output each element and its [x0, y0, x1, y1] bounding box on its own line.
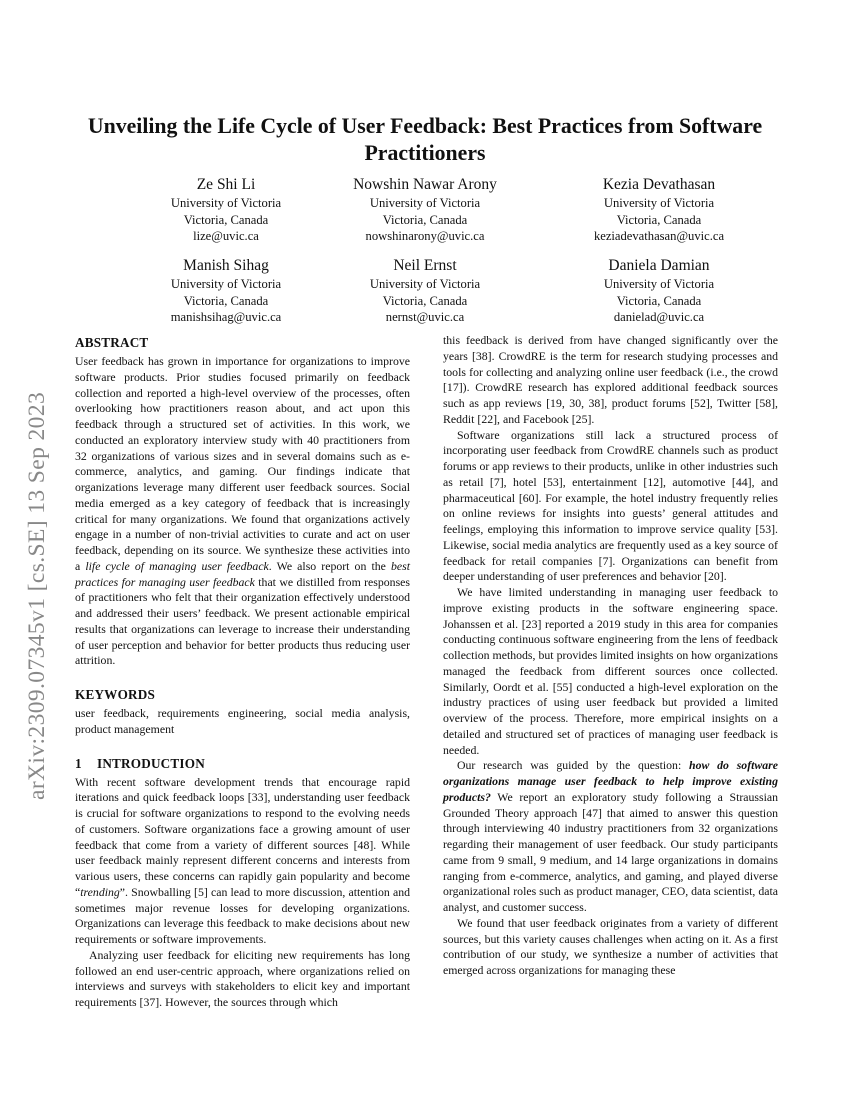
paper-title: Unveiling the Life Cycle of User Feedback: Best Practices from Software Practitioners: [87, 114, 763, 165]
introduction-heading: 1 INTRODUCTION: [75, 755, 205, 771]
author-name: Neil Ernst: [393, 257, 457, 274]
author-university: University of Victoria: [603, 196, 715, 210]
abstract-text: User feedback has grown in importance for organizations to improve software products. Prior studies focused primarily on feedback collection and reported a high-level overview of the processes, often overlooking how practitioners reason about, and act upon this feedback through a structured set of activities. In this work, we conducted an exploratory interview study with 40 practitioners from 32 organizations of various sizes and in several domains such as e-commerce, analytics, and gaming. Our findings indicate that organizations leverage many different user feedback sources. Social media emerged as a key category of feedback that is increasingly critical for many organizations. We found that organizations actively engage in a number of non-trivial activities to curate and act on user feedback, depending on its source. We synthesize these activities into a life cycle of managing user feedback. We also report on the best practices for managing user feedback that we distilled from responses of practitioners who felt that their organization effectively understood and addressed their users’ feedback. We present actionable empirical results that organizations can leverage to increase their understanding of user perception and behavior for better products thus reducing user attrition.: [75, 354, 411, 668]
author-email: keziadevathasan@uvic.ca: [593, 229, 725, 243]
body-paragraph: We have limited understanding in managing user feedback to improve existing products in the software engineering space. Johanssen et al. [23] reported a 2019 study in this area for companies conducting continuous software engineering from the lens of feedback collection methods, but provides limited insights on how organizations managed the feedback from different sources once collected. Similarly, Oordt et al. [55] conducted a high-level exploration on the industry practices of using user feedback but provided a limited overview of the process. Therefore, more empirical insights on a detailed and structured set of practices of managing user feedback is needed.: [443, 585, 778, 757]
author-university: University of Victoria: [369, 196, 481, 210]
author-location: Victoria, Canada: [616, 212, 702, 227]
abstract-heading: ABSTRACT: [75, 335, 149, 350]
author-block: [310, 175, 540, 245]
author-university: University of Victoria: [170, 196, 282, 210]
keywords-heading: KEYWORDS: [75, 687, 156, 702]
body-paragraph: With recent software development trends that encourage rapid iterations and quick feedback loops [33], understanding user feedback is crucial for software organizations to respond to the evolving needs of customers. Software organizations face a growing amount of user feedback that come from a variety of different sources [48]. While user feedback mainly represent different concerns and interests from various users, these concerns can rapidly gain popularity and become “trending”. Snowballing [5] can lead to more discussion, attention and sometimes major revenue losses for developing organizations. Organizations can leverage this feedback to make decisions about new requirements or software improvements.: [75, 774, 410, 946]
author-email: danielad@uvic.ca: [613, 310, 705, 324]
author-location: Victoria, Canada: [183, 212, 269, 227]
body-paragraph: We found that user feedback originates from a variety of different sources, but this variety causes challenges when acting on it. As a first contribution of our study, we synthesize a number of activities that emerged across organizations for managing these: [443, 915, 778, 977]
author-location: Victoria, Canada: [616, 293, 702, 308]
author-block: [544, 256, 774, 326]
author-location: Victoria, Canada: [382, 293, 468, 308]
author-block: [544, 175, 774, 245]
author-email: manishsihag@uvic.ca: [170, 310, 282, 324]
author-name: Daniela Damian: [608, 257, 710, 274]
author-email: nernst@uvic.ca: [385, 310, 465, 324]
author-university: University of Victoria: [170, 277, 282, 291]
author-location: Victoria, Canada: [382, 212, 468, 227]
author-name: Manish Sihag: [183, 257, 269, 274]
author-email: lize@uvic.ca: [193, 229, 259, 243]
author-name: Ze Shi Li: [196, 176, 256, 193]
author-university: University of Victoria: [369, 277, 481, 291]
body-paragraph: Analyzing user feedback for eliciting new requirements has long followed an end user-centric approach, where organizations relied on interviews and surveys with stakeholders to elicit key and important requirements [37]. However, the sources through which: [75, 947, 410, 1009]
author-name: Nowshin Nawar Arony: [353, 176, 497, 193]
author-block: [111, 256, 341, 326]
body-paragraph: Software organizations still lack a structured process of incorporating user feedback from CrowdRE channels such as product forums or app reviews to their products, unlike in other industries such as retail [7], hotel [53], entertainment [12], automotive [44], and pharmaceutical [60]. For example, the hotel industry frequently relies on online reviews for insights into guests’ general attitudes and feelings, employing this information to improve service quality [53]. Likewise, social media analytics are frequently used as a key source of feedback for retail companies [7]. Organizations can benefit from deeper understanding of user preferences and behavior [20].: [443, 427, 778, 584]
author-block: [111, 175, 341, 245]
author-name: Kezia Devathasan: [602, 176, 716, 193]
left-column: [75, 334, 410, 1011]
keywords-text: user feedback, requirements engineering, social media analysis, product management: [75, 706, 410, 736]
author-location: Victoria, Canada: [183, 293, 269, 308]
author-block: [310, 256, 540, 326]
right-column: [443, 333, 778, 979]
body-paragraph: Our research was guided by the question: how do software organizations manage user feedback to help improve existing products? We report an exploratory study following a Straussian Grounded Theory approach [47] that aimed to answer this question through interviewing 40 industry practitioners from 32 organizations regarding their management of user feedback. Our study participants came from 9 small, 9 medium, and 14 large organizations in domains ranging from e-commerce, analytics, and gaming, and played diverse organizational roles such as product manager, CEO, data scientist, data analyst, and customer success.: [443, 758, 779, 914]
author-university: University of Victoria: [603, 277, 715, 291]
body-paragraph: this feedback is derived from have changed significantly over the years [38]. CrowdRE is the term for research studying processes and tools for collecting and analyzing online user feedback (i.e., the crowd [17]). CrowdRE research has explored additional feedback sources such as app reviews [19, 30, 38], product forums [52], Twitter [58], Reddit [22], and Facebook [25].: [443, 333, 778, 426]
arxiv-identifier-stamp: arXiv:2309.07345v1 [cs.SE] 13 Sep 2023: [24, 391, 50, 800]
author-email: nowshinarony@uvic.ca: [365, 229, 485, 243]
